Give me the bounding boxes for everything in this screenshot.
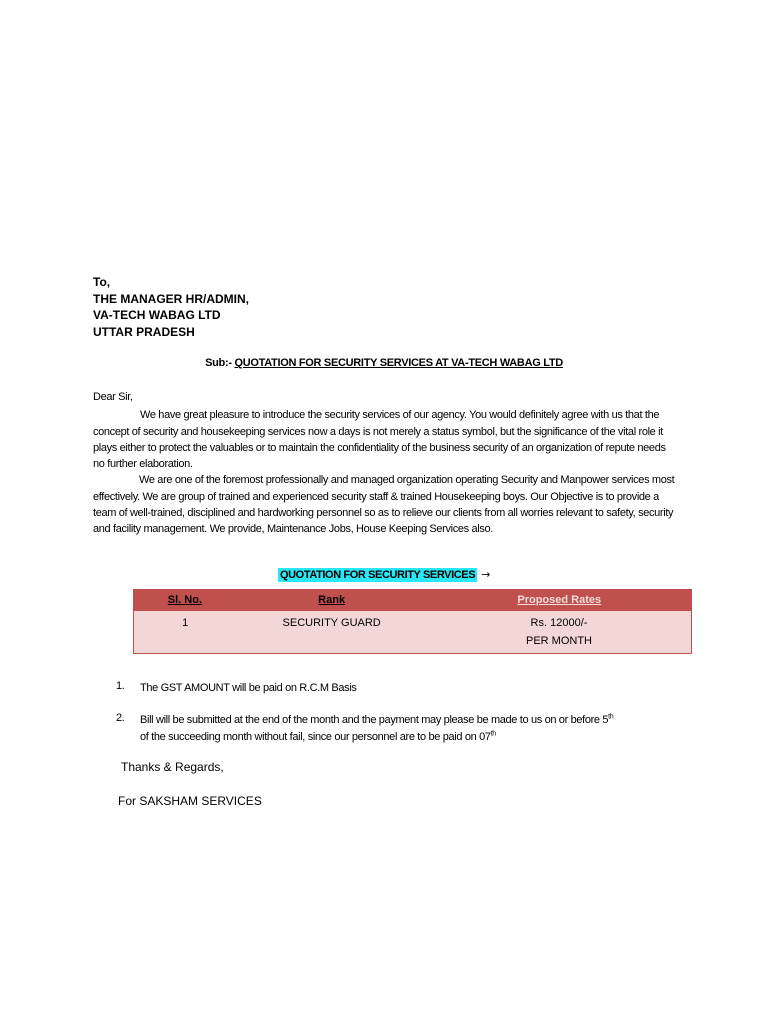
- arrow-right-icon: →: [481, 568, 491, 581]
- table-row: [134, 611, 692, 654]
- cell-rate: [427, 611, 692, 654]
- cell-sl-no: 1: [134, 611, 237, 654]
- note-text-part-b: of the succeeding month without fail, since our personnel are to be paid on 07: [140, 731, 491, 743]
- list-item-number: 2.: [116, 712, 125, 724]
- paragraph-1: We have great pleasure to introduce the security services of our agency. You would definitely agree with us that the concept of security and housekeeping services now a days is not merely a status symbol, but the significance of the vital role it plays either to protect the valuables or to maintain the confidentiality of the business security of an organization of repute needs no further elaboration.: [93, 409, 666, 471]
- salutation: Dear Sir,: [93, 391, 133, 403]
- quotation-heading: [0, 568, 768, 581]
- closing-regards: Thanks & Regards,: [121, 760, 224, 774]
- quotation-heading-text: QUOTATION FOR SECURITY SERVICES: [279, 569, 476, 581]
- note-superscript-a: th: [608, 713, 614, 721]
- subject-text: QUOTATION FOR SECURITY SERVICES AT VA-TECH WABAG LTD: [234, 357, 563, 369]
- address-line-2: VA-TECH WABAG LTD: [93, 308, 221, 322]
- address-line-3: UTTAR PRADESH: [93, 324, 195, 339]
- note-superscript-b: th: [490, 730, 496, 738]
- closing-company: For SAKSHAM SERVICES: [118, 794, 262, 808]
- list-item-text: The GST AMOUNT will be paid on R.C.M Basis: [140, 682, 357, 694]
- terms-list: [116, 680, 676, 761]
- subject-line: [0, 357, 768, 369]
- letter-body: [93, 389, 678, 538]
- list-item-number: 1.: [116, 680, 125, 692]
- list-item: [116, 680, 676, 697]
- header-rank: Rank: [236, 590, 427, 611]
- note-text-part-a: Bill will be submitted at the end of the month and the payment may please be made to us on or before 5: [140, 714, 609, 726]
- list-item-text: [140, 712, 613, 746]
- subject-prefix: Sub:-: [205, 357, 235, 369]
- cell-rank: SECURITY GUARD: [236, 611, 427, 654]
- rates-table: [133, 589, 692, 654]
- header-proposed-rates: Proposed Rates: [427, 590, 692, 611]
- recipient-address: [93, 274, 249, 340]
- header-sl-no: Sl. No.: [134, 590, 237, 611]
- rates-table-header: [134, 590, 692, 611]
- rate-amount: Rs. 12000/-: [530, 617, 588, 629]
- rate-period: PER MONTH: [525, 635, 592, 647]
- paragraph-2: We are one of the foremost professionally and managed organization operating Security and Manpower services most effectively. We are group of trained and experienced security staff & trained Housekeeping boys. Our Objective is to provide a team of well-trained, disciplined and hardworking personnel so as to relieve our clients from all worries relevant to safety, security and facility management. We provide, Maintenance Jobs, House Keeping Services also.: [93, 474, 675, 536]
- address-to: To,: [93, 275, 111, 289]
- address-line-1: THE MANAGER HR/ADMIN,: [93, 291, 249, 306]
- list-item: [116, 712, 676, 746]
